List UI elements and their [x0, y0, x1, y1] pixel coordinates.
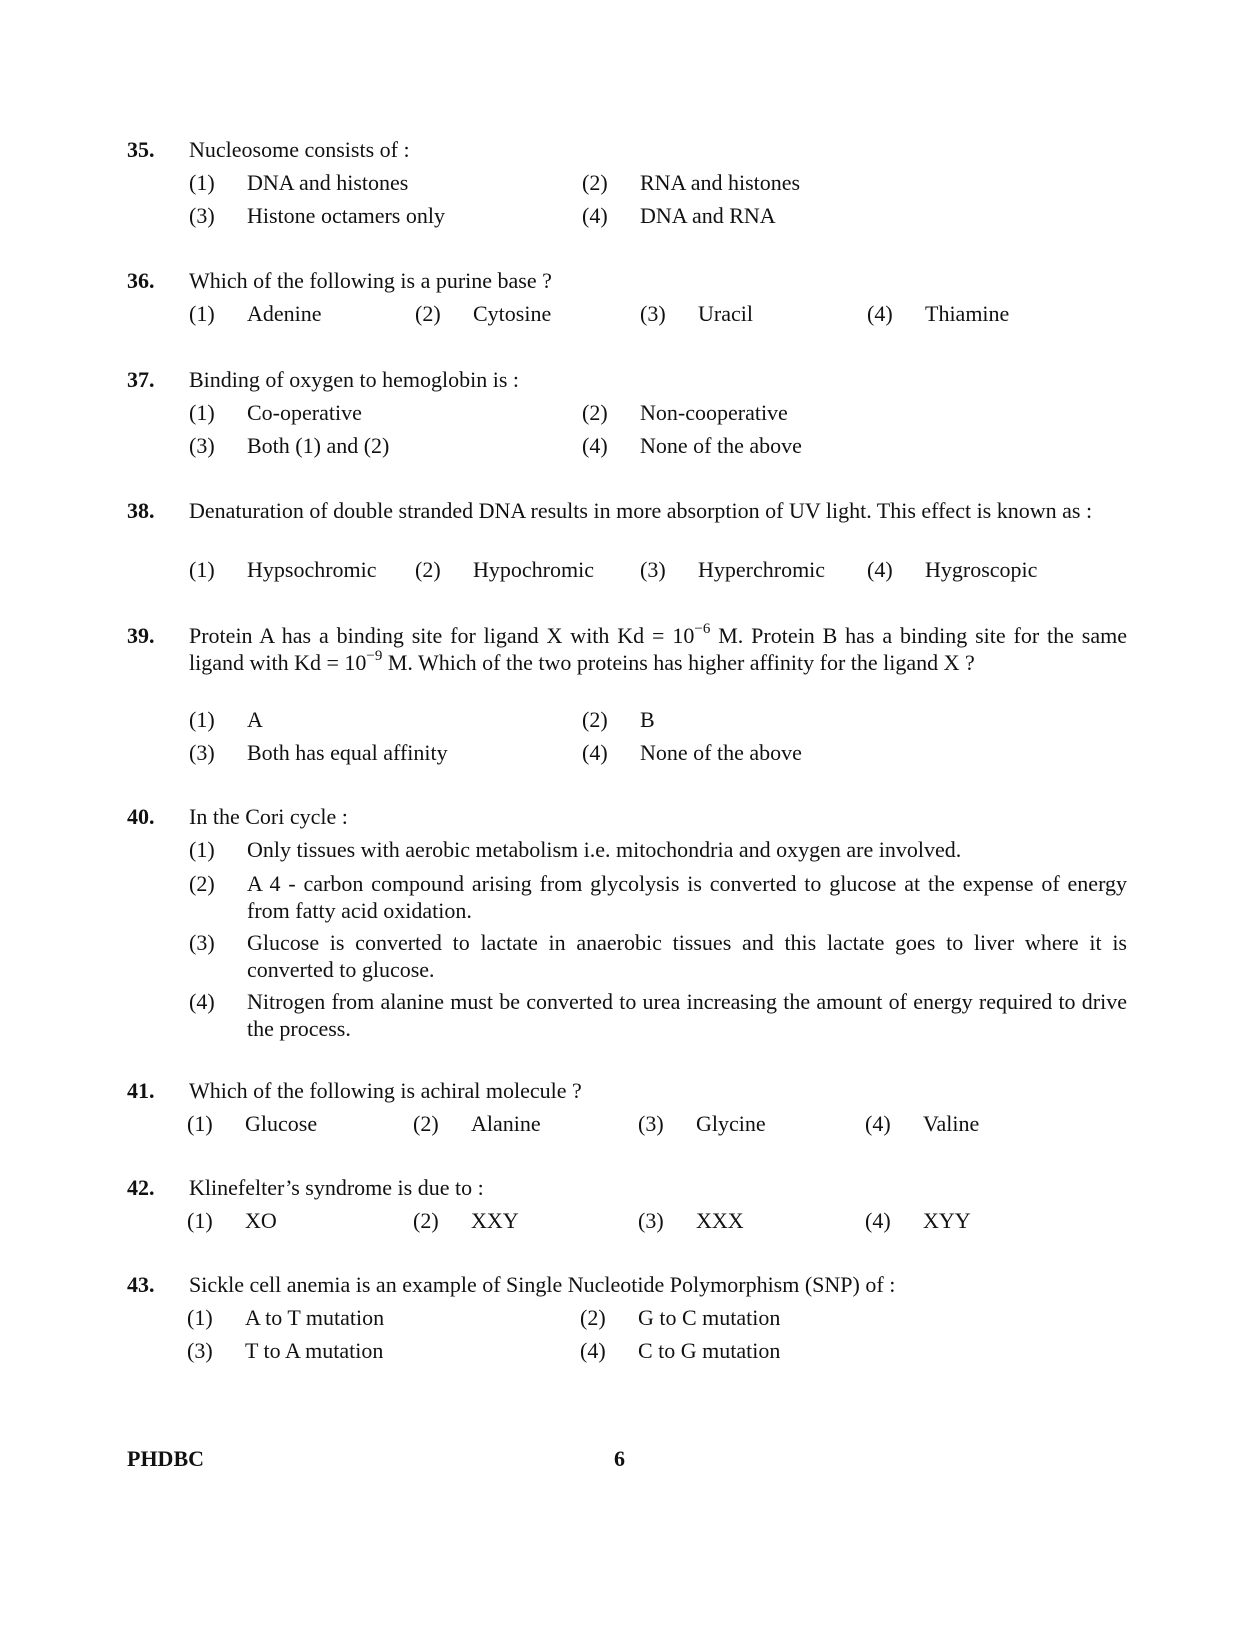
option-text: DNA and histones	[247, 170, 409, 195]
question-text	[189, 622, 1127, 676]
option-3[interactable]	[638, 1207, 744, 1234]
option-number: (2)	[415, 301, 441, 326]
question-number: 42.	[127, 1175, 155, 1200]
option-number: (3)	[640, 301, 666, 326]
option-number: (1)	[187, 1208, 213, 1233]
option-text: DNA and RNA	[640, 203, 776, 228]
option-number: (3)	[638, 1208, 664, 1233]
option-number: (4)	[582, 740, 608, 765]
option-2[interactable]	[413, 1110, 541, 1137]
question-text: Sickle cell anemia is an example of Single Nucleotide Polymorphism (SNP) of :	[189, 1272, 896, 1297]
option-text: Hypochromic	[473, 557, 594, 582]
question-41	[127, 1077, 1127, 1147]
option-text: Glucose	[245, 1111, 318, 1136]
option-1[interactable]	[189, 399, 362, 426]
option-number: (3)	[189, 433, 215, 458]
option-number: (2)	[415, 557, 441, 582]
option-number: (1)	[189, 400, 215, 425]
option-number: (4)	[867, 557, 893, 582]
page-number: 6	[614, 1446, 625, 1471]
option-4[interactable]	[865, 1207, 971, 1234]
option-text: Co-operative	[247, 400, 362, 425]
option-number: (1)	[187, 1305, 213, 1330]
option-text: None of the above	[640, 740, 802, 765]
option-number: (2)	[189, 871, 215, 896]
option-text: G to C mutation	[638, 1305, 781, 1330]
option-number: (3)	[189, 203, 215, 228]
option-number: (1)	[189, 707, 215, 732]
option-text: Histone octamers only	[247, 203, 445, 228]
option-text: None of the above	[640, 433, 802, 458]
option-number: (1)	[189, 170, 215, 195]
question-number: 36.	[127, 268, 155, 293]
question-text-part: M. Protein B has a binding site for the same ligand with Kd = 10	[189, 623, 1127, 675]
option-text: Glycine	[696, 1111, 766, 1136]
option-text: C to G mutation	[638, 1338, 781, 1363]
option-number: (4)	[867, 301, 893, 326]
option-4[interactable]	[582, 202, 776, 229]
question-35	[127, 136, 1127, 236]
option-3[interactable]	[189, 202, 445, 229]
option-text: XXY	[471, 1208, 519, 1233]
paper-code: PHDBC	[127, 1446, 204, 1471]
option-number: (4)	[582, 433, 608, 458]
option-1[interactable]	[189, 300, 322, 327]
option-number: (1)	[187, 1111, 213, 1136]
option-text: Nitrogen from alanine must be converted to urea increasing the amount of energy required to drive the process.	[247, 989, 1127, 1041]
option-text: Hyperchromic	[698, 557, 826, 582]
option-text: Both has equal affinity	[247, 740, 448, 765]
option-text: Adenine	[247, 301, 322, 326]
question-36	[127, 267, 1127, 337]
option-text: T to A mutation	[245, 1338, 384, 1363]
option-1[interactable]	[187, 1207, 277, 1234]
option-text: Only tissues with aerobic metabolism i.e. mitochondria and oxygen are involved.	[247, 837, 962, 862]
option-number: (2)	[582, 170, 608, 195]
question-43	[127, 1271, 1127, 1371]
question-text: In the Cori cycle :	[189, 804, 348, 829]
option-number: (2)	[413, 1208, 439, 1233]
option-3[interactable]	[187, 1337, 383, 1364]
option-number: (4)	[580, 1338, 606, 1363]
option-text: Hygroscopic	[925, 557, 1038, 582]
option-3[interactable]	[189, 929, 1127, 983]
option-text: XXX	[696, 1208, 744, 1233]
option-number: (3)	[638, 1111, 664, 1136]
question-number: 35.	[127, 137, 155, 162]
question-38	[127, 497, 1127, 593]
option-2[interactable]	[413, 1207, 519, 1234]
option-number: (3)	[640, 557, 666, 582]
option-3[interactable]	[640, 556, 825, 583]
option-text: Valine	[923, 1111, 980, 1136]
option-text: Alanine	[471, 1111, 541, 1136]
option-text: XYY	[923, 1208, 971, 1233]
option-number: (1)	[189, 301, 215, 326]
option-1[interactable]	[189, 836, 1127, 863]
option-number: (2)	[580, 1305, 606, 1330]
option-2[interactable]	[580, 1304, 780, 1331]
option-number: (2)	[582, 707, 608, 732]
option-text: Thiamine	[925, 301, 1010, 326]
option-2[interactable]	[582, 706, 655, 733]
question-42	[127, 1174, 1127, 1244]
option-2[interactable]	[582, 169, 800, 196]
option-2[interactable]	[189, 870, 1127, 924]
option-text: Non-cooperative	[640, 400, 788, 425]
option-number: (2)	[413, 1111, 439, 1136]
option-number: (3)	[189, 930, 215, 955]
option-1[interactable]	[189, 169, 408, 196]
option-text: Uracil	[698, 301, 753, 326]
question-number: 41.	[127, 1078, 155, 1103]
option-4[interactable]	[580, 1337, 780, 1364]
option-number: (1)	[189, 837, 215, 862]
option-number: (3)	[189, 740, 215, 765]
option-text: A to T mutation	[245, 1305, 385, 1330]
option-1[interactable]	[187, 1304, 384, 1331]
option-1[interactable]	[189, 556, 377, 583]
question-number: 43.	[127, 1272, 155, 1297]
option-3[interactable]	[189, 432, 389, 459]
option-number: (2)	[582, 400, 608, 425]
option-4[interactable]	[582, 739, 802, 766]
option-text: RNA and histones	[640, 170, 801, 195]
question-text: Denaturation of double stranded DNA results in more absorption of UV light. This effect is known as :	[189, 498, 1093, 523]
option-text: Both (1) and (2)	[247, 433, 390, 458]
option-number: (3)	[187, 1338, 213, 1363]
question-number: 37.	[127, 367, 155, 392]
option-2[interactable]	[415, 556, 594, 583]
question-text-part: M. Which of the two proteins has higher affinity for the ligand X ?	[382, 650, 975, 675]
option-number: (4)	[582, 203, 608, 228]
question-number: 38.	[127, 498, 155, 523]
option-text: Glucose is converted to lactate in anaerobic tissues and this lactate goes to liver where it is converted to glucose.	[247, 930, 1127, 982]
question-39	[127, 622, 1127, 772]
question-text: Nucleosome consists of :	[189, 137, 410, 162]
option-text: A	[247, 707, 263, 732]
option-3[interactable]	[638, 1110, 766, 1137]
option-4[interactable]	[867, 556, 1037, 583]
option-text: A 4 - carbon compound arising from glycolysis is converted to glucose at the expense of energy from fatty acid oxidation.	[247, 871, 1127, 923]
option-3[interactable]	[640, 300, 753, 327]
option-1[interactable]	[187, 1110, 317, 1137]
question-text-part: Protein A has a binding site for ligand X with Kd = 10	[189, 623, 695, 648]
exponent: −6	[694, 621, 711, 637]
option-text: XO	[245, 1208, 277, 1233]
question-number: 39.	[127, 623, 155, 648]
option-number: (4)	[865, 1208, 891, 1233]
option-number: (4)	[189, 989, 215, 1014]
option-2[interactable]	[582, 399, 788, 426]
option-4[interactable]	[865, 1110, 979, 1137]
question-40	[127, 803, 1127, 1043]
question-number: 40.	[127, 804, 155, 829]
question-37	[127, 366, 1127, 466]
option-1[interactable]	[189, 706, 263, 733]
question-text: Which of the following is achiral molecule ?	[189, 1078, 582, 1103]
option-3[interactable]	[189, 739, 448, 766]
option-4[interactable]	[189, 988, 1127, 1042]
option-4[interactable]	[867, 300, 1009, 327]
question-text: Binding of oxygen to hemoglobin is :	[189, 367, 519, 392]
option-4[interactable]	[582, 432, 802, 459]
option-text: Hypsochromic	[247, 557, 377, 582]
exponent: −9	[366, 648, 383, 664]
option-number: (4)	[865, 1111, 891, 1136]
option-text: B	[640, 707, 655, 732]
question-text: Klinefelter’s syndrome is due to :	[189, 1175, 484, 1200]
option-number: (1)	[189, 557, 215, 582]
option-2[interactable]	[415, 300, 551, 327]
option-text: Cytosine	[473, 301, 552, 326]
question-text: Which of the following is a purine base ?	[189, 268, 552, 293]
